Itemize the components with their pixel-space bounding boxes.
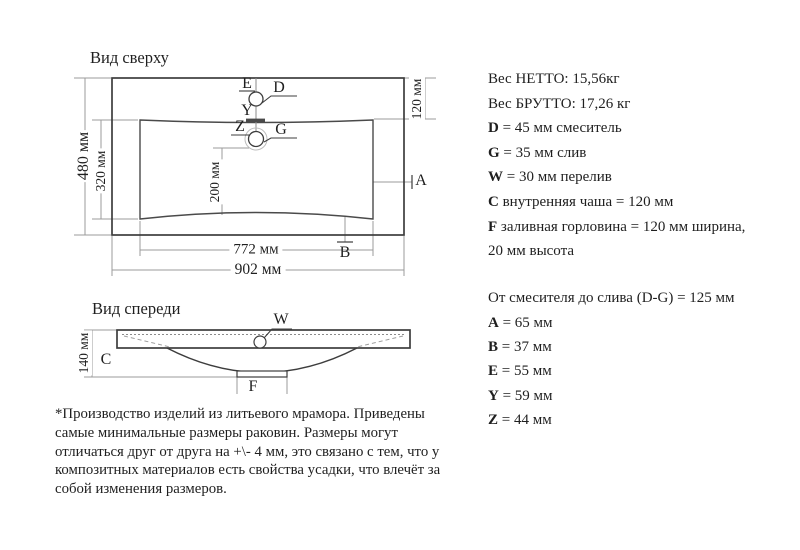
top-view-title: Вид сверху [90,48,169,67]
front-view-drawing [84,329,410,394]
spec-line-c-bowl: C внутренняя чаша = 120 мм [488,194,674,210]
drain-hole-circle [249,132,264,147]
spec-line-z: Z = 44 мм [488,412,552,428]
spec-line-y: Y = 59 мм [488,388,553,404]
spec-line-f-height: 20 мм высота [488,243,575,259]
dim-902-label: 902 мм [231,261,286,279]
point-label-w: W [273,311,289,328]
bowl-curve [167,348,357,373]
label-d-leader [262,96,297,103]
spec-line-dg-distance: От смесителя до слива (D-G) = 125 мм [488,290,735,306]
front-view-title: Вид спереди [92,299,181,318]
note-line: самые минимальные размеры раковин. Размеры могут [55,424,398,441]
dim-772-label: 772 мм [229,242,282,259]
spec-line-a: A = 65 мм [488,315,553,331]
hidden-wall-left [124,336,170,347]
point-label-d: D [273,79,285,96]
note-line: собой изменения размеров. [55,481,227,498]
dim-140-label: 140 мм [76,332,91,374]
dim-320-label: 320 мм [93,150,108,192]
spec-line-net-weight: Вес НЕТТО: 15,56кг [488,71,620,87]
production-note [55,405,440,499]
point-label-e: E [242,75,252,92]
spec-line-f-neck: F заливная горловина = 120 мм ширина, [488,219,746,235]
dim-200-label: 200 мм [207,161,222,203]
point-label-c: C [100,351,112,368]
spec-line-d-faucet: D = 45 мм смеситель [488,120,622,136]
note-line: отличаться друг от друга на +\- 4 мм, это связано с тем, что у [55,443,440,460]
hidden-wall-right [357,336,403,347]
dim-480-label: 480 мм [75,131,92,181]
filler-neck [237,371,287,377]
note-line: композитных материалов есть свойства усадки, что влечёт за [55,462,441,479]
note-line: *Производство изделий из литьевого мрамора. Приведены [55,406,425,422]
spec-line-gross-weight: Вес БРУТТО: 17,26 кг [488,96,631,112]
spec-line-w-overflow: W = 30 мм перелив [488,169,612,185]
spec-line-g-drain: G = 35 мм слив [488,145,587,161]
point-label-f: F [248,378,258,395]
point-label-b: B [339,244,351,261]
spec-line-e: E = 55 мм [488,363,552,379]
dim-120-label: 120 мм [409,78,424,120]
point-label-a: A [415,172,427,189]
point-label-z: Z [235,118,245,135]
point-label-g: G [275,121,287,138]
spec-line-b: B = 37 мм [488,339,552,355]
point-label-y: Y [241,102,253,119]
